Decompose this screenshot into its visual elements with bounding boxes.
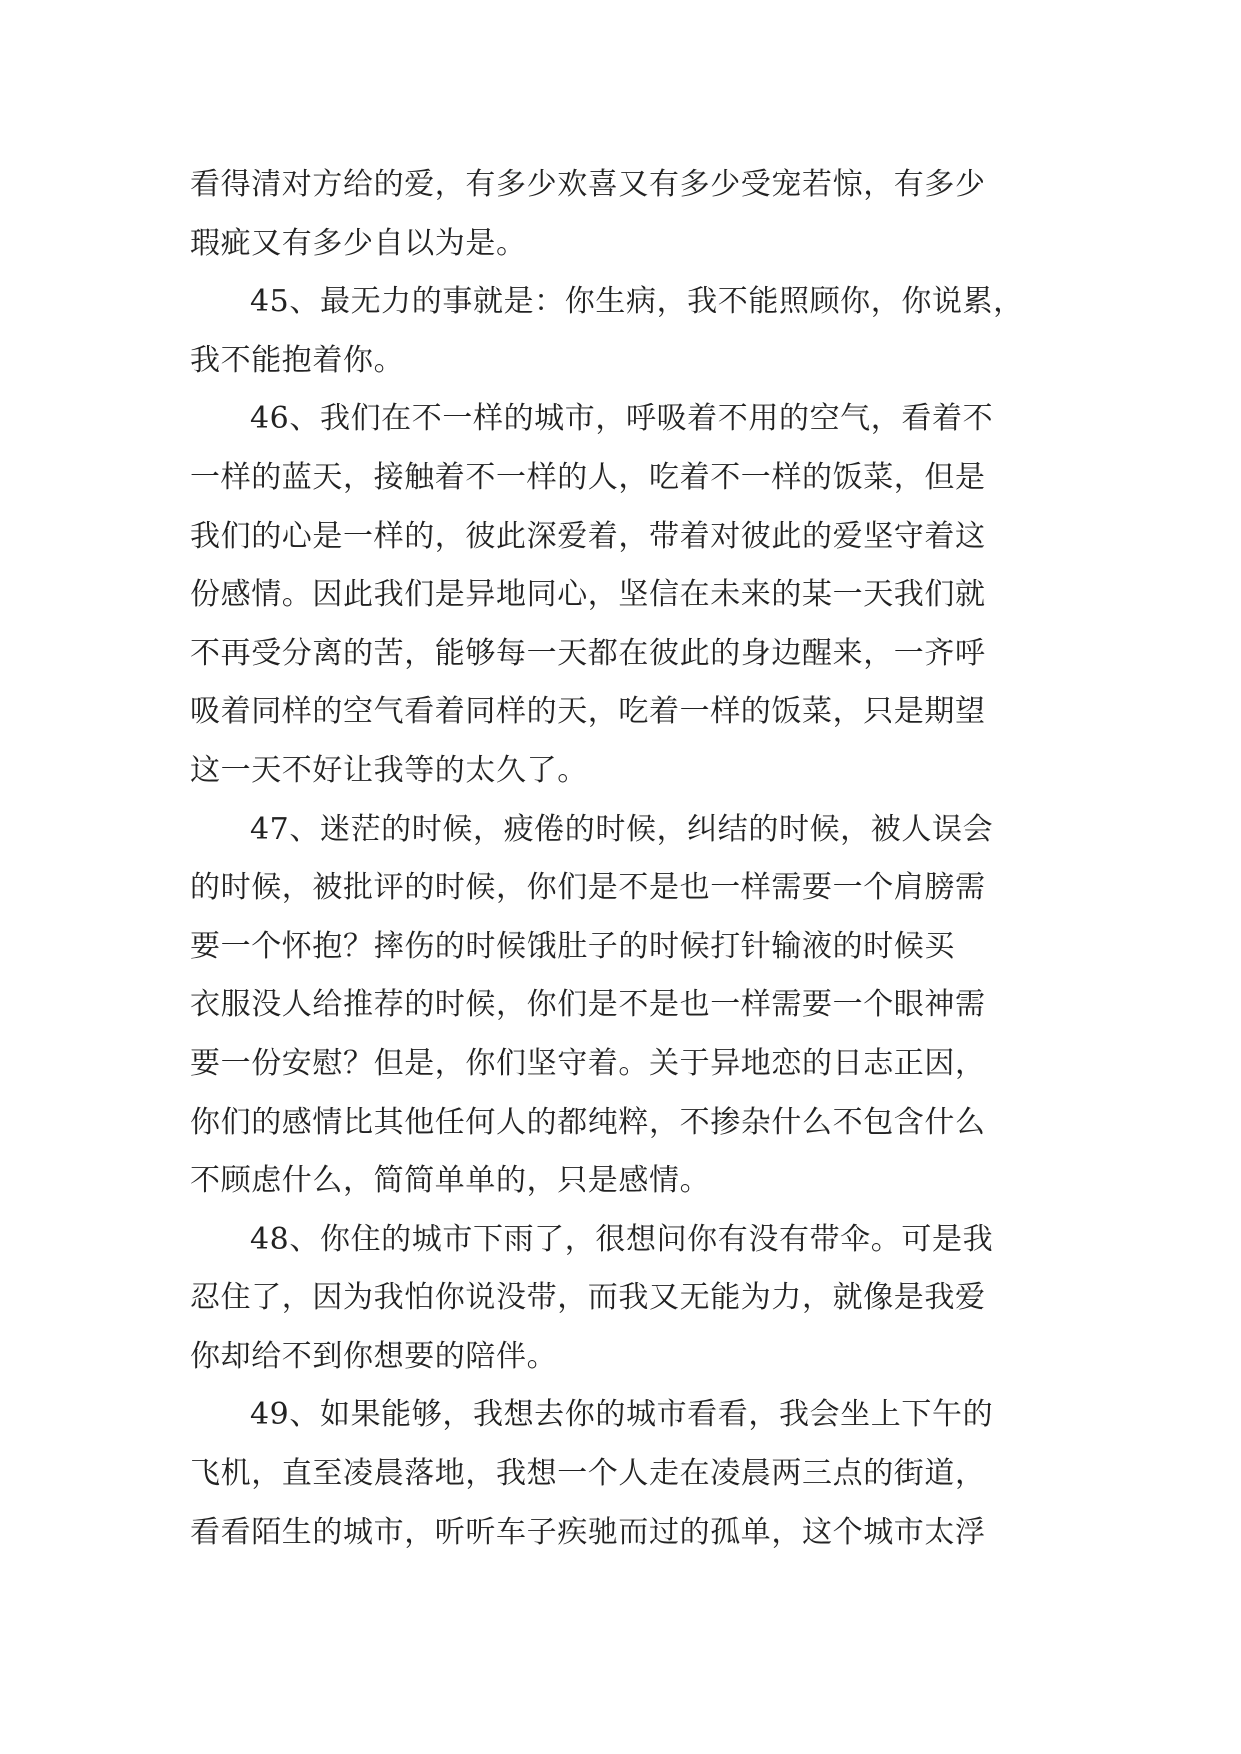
text-line: 衣服没人给推荐的时候，你们是不是也一样需要一个眼神需 [190, 987, 986, 1023]
text-line: 这一天不好让我等的太久了。 [190, 752, 588, 788]
text-line: 不顾虑什么，简简单单的，只是感情。 [190, 1163, 711, 1199]
paragraph-47-line: 47、迷茫的时候，疲倦的时候，纠结的时候，被人误会 [250, 811, 994, 847]
paragraph-49-line: 49、如果能够，我想去你的城市看看，我会坐上下午的 [250, 1397, 994, 1433]
text-line: 忍住了，因为我怕你说没带，而我又无能为力，就像是我爱 [190, 1280, 986, 1316]
text-line: 要一份安慰？但是，你们坚守着。关于异地恋的日志正因， [190, 1045, 986, 1081]
text-line: 份感情。因此我们是异地同心，坚信在未来的某一天我们就 [190, 577, 986, 613]
text-line: 不再受分离的苦，能够每一天都在彼此的身边醒来，一齐呼 [190, 635, 986, 671]
document-body [190, 156, 1090, 1562]
paragraph-48-line: 48、你住的城市下雨了，很想问你有没有带伞。可是我 [250, 1221, 994, 1257]
text-line: 飞机，直至凌晨落地，我想一个人走在凌晨两三点的街道， [190, 1456, 986, 1492]
text-line: 我们的心是一样的，彼此深爱着，带着对彼此的爱坚守着这 [190, 518, 986, 554]
paragraph-45-line: 45、最无力的事就是：你生病，我不能照顾你，你说累， [250, 284, 1024, 320]
text-line: 你却给不到你想要的陪伴。 [190, 1338, 558, 1374]
text-line: 的时候，被批评的时候，你们是不是也一样需要一个肩膀需 [190, 870, 986, 906]
paragraph-46-line: 46、我们在不一样的城市，呼吸着不用的空气，看着不 [250, 401, 994, 437]
text-line: 吸着同样的空气看着同样的天，吃着一样的饭菜，只是期望 [190, 694, 986, 730]
text-line: 要一个怀抱？摔伤的时候饿肚子的时候打针输液的时候买 [190, 928, 955, 964]
text-line: 一样的蓝天，接触着不一样的人，吃着不一样的饭菜，但是 [190, 459, 986, 495]
text-line: 看得清对方给的爱，有多少欢喜又有多少受宠若惊，有多少 [190, 167, 986, 202]
text-line: 瑕疵又有多少自以为是。 [190, 225, 527, 261]
text-line: 我不能抱着你。 [190, 342, 405, 378]
text-line: 看看陌生的城市，听听车子疾驰而过的孤单，这个城市太浮 [190, 1514, 986, 1550]
text-line: 你们的感情比其他任何人的都纯粹，不掺杂什么不包含什么 [190, 1104, 986, 1140]
